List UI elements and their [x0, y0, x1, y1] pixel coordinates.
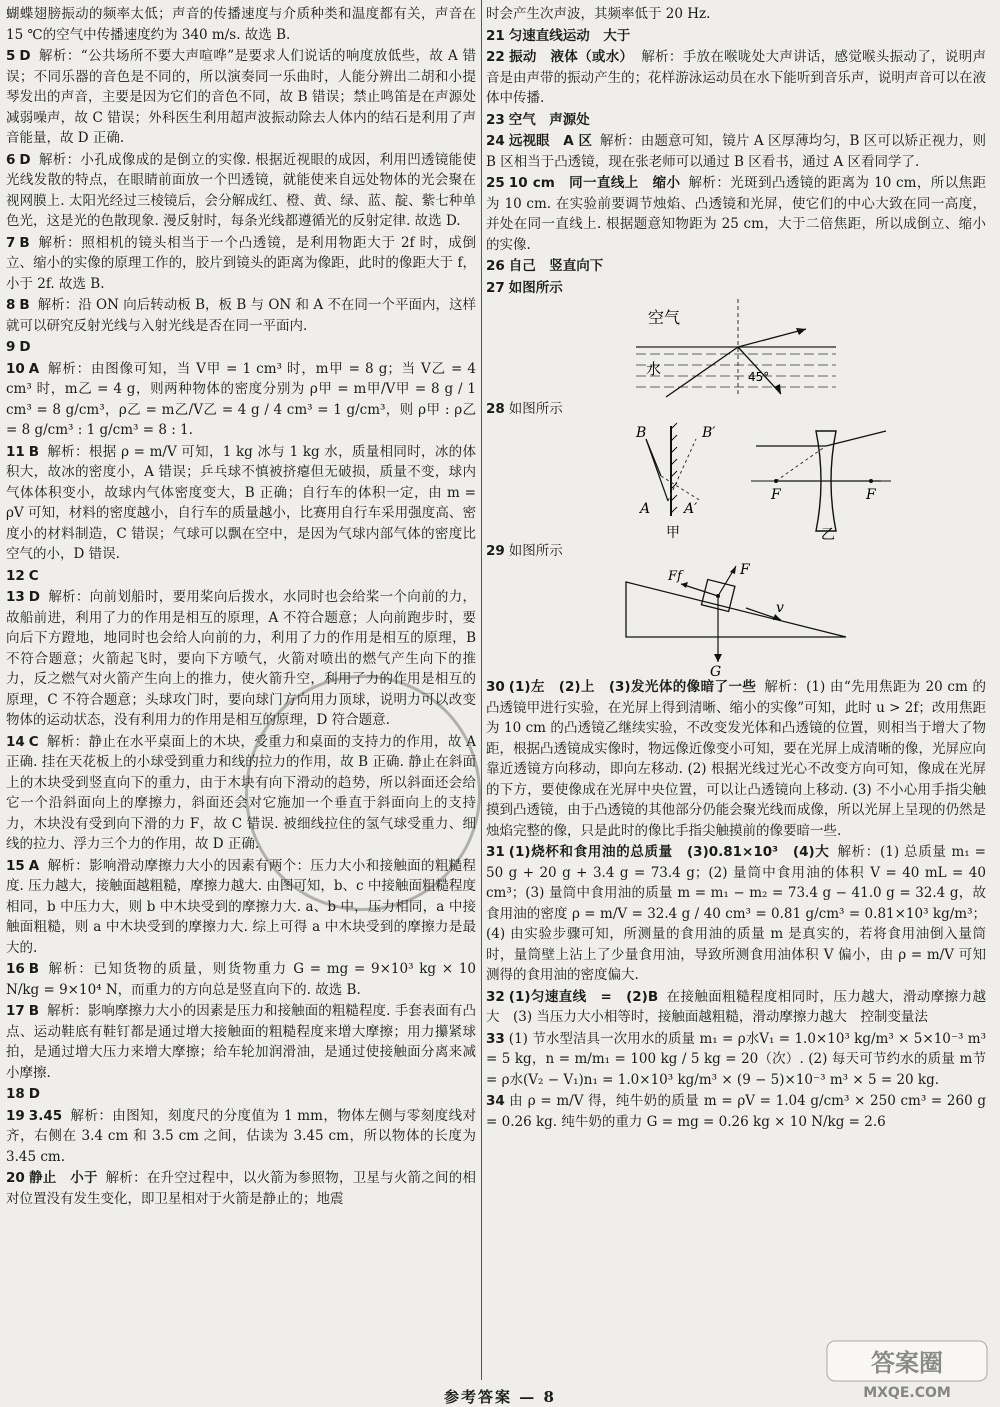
explanation-text: 解析：小孔成像成的是倒立的实像. 根据近视眼的成因，利用凹透镜能使光线发散的特点，在眼睛前面放一个凹透镜，就能使来自远处物体的光会聚在视网膜上. 太阳光经过三棱镜后，会分解成红、橙、黄、绿、蓝、靛、紫七种单色光，这是光的色散现象. 漫反射时，每条光线都遵循光的反射定律. 故选 D. — [6, 151, 476, 229]
svg-text:G: G — [710, 664, 722, 677]
answer-entry — [486, 256, 986, 277]
question-number: 32 — [486, 988, 505, 1005]
question-number: 8 — [6, 297, 16, 313]
answer-choice: 匀速直线运动 大于 — [508, 27, 631, 44]
explanation-text: 解析：影响摩擦力大小的因素是压力和接触面的粗糙程度. 手套表面有凸点、运动鞋底有鞋钉都是通过增大接触面的粗糙程度来增大摩擦；用力攥紧球拍，是通过增大压力来增大摩擦；给车轮加润滑油，是通过使接触面分离来减小摩擦. — [6, 1003, 476, 1081]
question-number: 7 — [6, 234, 16, 251]
svg-text:F: F — [866, 486, 876, 503]
explanation-text: 解析：(1) 总质量 m₁ = 50 g + 20 g + 3.4 g = 73.4 g；(2) 量筒中食用油的体积 V = 40 mL = 40 cm³；(3) 量筒中食用油的质量 m = m₁ − m₂ = 73.4 g − 41.0 g = 32.4 g，故食用油的密度 ρ = m/V = 32.4 g / 40 cm³ = 0.81 g/cm³ = 0.81×10³ kg/m³；(4) 由实验步骤可知，所测量的食用油的质量 m 是真实的，若将食用油倒入量筒时，量筒壁上沾上了少量食用油，导致所测食用油体积 V 偏小，由 ρ = m/V 可知测得的食用油的密度偏大. — [486, 844, 986, 983]
answer-entry — [486, 173, 986, 255]
answer-choice: (1)匀速直线 = (2)B — [508, 988, 659, 1005]
answer-entry — [6, 1106, 476, 1168]
answer-choice: 振动 液体（或水） — [508, 49, 634, 65]
question-number: 13 — [6, 589, 25, 605]
answer-entry — [486, 842, 986, 986]
question-number: 26 — [486, 258, 505, 274]
answer-choice: B — [28, 443, 40, 460]
explanation-text: 解析：(1) 由“先用焦距为 20 cm 的凸透镜甲进行实验，在光屏上得到清晰、缩小的实像”可知，此时 u > 2f；改用焦距为 10 cm 的凸透镜乙继续实验，不改变发光体和凸透镜的位置，则相当于增大了物距，根据凸透镜成实像时，物远像近像变小可知，要在光屏上成清晰的像，光屏应向靠近透镜方向移动，即向左移动. (2) 根据光线过光心不改变方向可知，像成在光屏的下方，要使像成在光屏中央位置，可以让凸透镜向上移动. (3) 不小心用手指尖触摸到凸透镜，由于凸透镜的其他部分仍能会聚光线而成像，所以光屏上呈现的仍然是烛焰完整的像，只是此时的像比手指尖触摸前的像要暗一些. — [486, 679, 986, 839]
label-air: 空气 — [648, 308, 681, 327]
page-footer: 参考答案 — 8 — [444, 1388, 556, 1406]
explanation-text: 解析：已知货物的质量，则货物重力 G = mg = 9×10³ kg × 10 N/kg = 9×10⁴ N，而重力的方向总是竖直向下的. 故选 B. — [6, 961, 476, 998]
answer-entry — [6, 587, 476, 731]
answer-entry — [6, 732, 476, 855]
explanation-text: 解析：向前划船时，要用桨向后拨水，水同时也会给桨一个向前的力，故船前进，利用了力的作用是相互的原理，A 不符合题意；人向前跑步时，要向后下方蹬地，地同时也会给人向前的力，利用了力的作用是相互的原理，B 不符合题意；火箭起飞时，要向下方喷气，火箭对喷出的燃气产生向下的推力，反之燃气对火箭产生向上的推力，使火箭升空，利用了力的作用是相互的原理，C 不符合题意；头球攻门时，要向球门方向用力顶球，说明力可以改变物体的运动状态，没有利用力的作用是相互的原理，D 符合题意. — [6, 589, 476, 728]
answer-choice: A — [28, 360, 40, 377]
answer-entry — [6, 150, 476, 232]
label-angle: 45° — [748, 370, 770, 384]
explanation-text: (1) 节水型洁具一次用水的质量 m₁ = ρ水V₁ = 1.0×10³ kg/m³ × 5×10⁻³ m³ = 5 kg，n = m/m₁ = 100 kg / 5 kg = 20（次）. (2) 每天可节约水的质量 m节 = ρ水(V₂ − V₁)n₁ = 1.0×10³ kg/m³ × (9 − 5)×10⁻³ m³ × 5 = 20 kg. — [486, 1030, 986, 1088]
answer-choice: 10 cm 同一直线上 缩小 — [508, 175, 681, 191]
answer-choice: D — [19, 48, 31, 64]
question-number: 11 — [6, 443, 25, 460]
svg-text:乙: 乙 — [821, 526, 835, 541]
answer-entry — [486, 278, 986, 299]
explanation-text: 解析：根据 ρ = m/V 可知，1 kg 冰与 1 kg 水，质量相同时，冰的体积大，故冰的密度小，A 错误；乒乓球不慎被挤瘪但无破损，质量不变，球内气体体积变小，故球内气体密度变大，B 正确；自行车的体积一定，由 m = ρV 可知，材料的密度越小，自行车的质量越小，比赛用自行车采用强度高、密度小的材料制造，C 错误；气球可以飘在空中，是因为气球内部气体的密度比空气的小，D 错误. — [6, 443, 476, 562]
answer-entry — [6, 1001, 476, 1083]
answer-entry — [486, 677, 986, 841]
explanation-text: 时会产生次声波，其频率低于 20 Hz. — [486, 6, 711, 22]
question-number: 10 — [6, 360, 25, 377]
svg-text:F: F — [771, 486, 781, 503]
explanation-text: 解析：照相机的镜头相当于一个凸透镜，是利用物距大于 2f 时，成倒立、缩小的实像的原理工作的，胶片到镜头的距离为像距，此时的像距大于 f，小于 2f. 故选 B. — [6, 234, 476, 292]
answer-entry — [6, 959, 476, 1000]
figure-27-refraction — [606, 299, 866, 399]
svg-text:v: v — [776, 600, 784, 616]
question-number: 17 — [6, 1003, 25, 1019]
right-column — [486, 4, 986, 1374]
answer-entry — [6, 233, 476, 295]
question-number: 9 — [6, 339, 16, 355]
question-number: 22 — [486, 49, 505, 65]
figure-29-incline — [606, 562, 866, 677]
explanation-text: 解析：手放在喉咙处大声讲话，感觉喉头振动了，说明声音是由声带的振动产生的；花样游泳运动员在水下能听到音乐声，说明声音可以在液体中传播. — [486, 49, 986, 106]
question-number: 33 — [486, 1030, 505, 1047]
answer-choice: D — [28, 589, 41, 605]
column-divider — [481, 0, 482, 1380]
answer-choice: B — [28, 961, 40, 977]
question-number: 5 — [6, 48, 16, 64]
question-number: 20 — [6, 1170, 25, 1186]
answer-choice: 空气 声源处 — [508, 111, 590, 128]
answer-entry — [6, 337, 476, 358]
answer-choice: D — [19, 151, 31, 168]
answer-entry — [6, 856, 476, 959]
right-column-top — [486, 4, 986, 298]
question-number: 15 — [6, 857, 25, 874]
answer-choice: A — [28, 857, 40, 874]
answer-choice: B — [19, 297, 30, 313]
svg-text:A′: A′ — [684, 500, 698, 517]
question-number: 19 — [6, 1107, 25, 1124]
answer-entry — [6, 46, 476, 149]
answer-entry — [486, 987, 986, 1028]
explanation-text: 解析：“公共场所不要大声喧哗”是要求人们说话的响度放低些，故 A 错误；不同乐器的音色是不同的，所以演奏同一乐曲时，人能分辨出二胡和小提琴发出的声音，主要是因为它们的音色不同，故 B 错误；禁止鸣笛是在声源处减弱噪声，故 C 错误；外科医生利用超声波振动除去人体内的结石是利用了声音能量，故 D 正确. — [6, 48, 476, 146]
question-number: 21 — [486, 27, 505, 44]
answer-entry — [486, 47, 986, 109]
explanation-text: 在接触面粗糙程度相同时，压力越大，滑动摩擦力越大 (3) 当压力大小相等时，接触面越粗糙，滑动摩擦力越大 控制变量法 — [486, 988, 986, 1025]
question-number: 18 — [6, 1086, 25, 1102]
answer-choice: 自己 竖直向下 — [508, 258, 604, 274]
answer-choice: 远视眼 A 区 — [508, 133, 593, 149]
question-number: 24 — [486, 133, 505, 149]
answer-entry — [6, 1084, 476, 1105]
question-number: 23 — [486, 111, 505, 128]
answer-entry — [6, 4, 476, 45]
question-number: 27 — [486, 279, 505, 296]
question-number: 30 — [486, 679, 505, 695]
explanation-text: 蝴蝶翅膀振动的频率太低；声音的传播速度与介质种类和温度都有关，声音在 15 ℃的空气中传播速度约为 340 m/s. 故选 B. — [6, 6, 476, 43]
answer-choice: C — [28, 733, 39, 750]
explanation-text: 由 ρ = m/V 得，纯牛奶的质量 m = ρV = 1.04 g/cm³ × 250 cm³ = 260 g = 0.26 kg. 纯牛奶的重力 G = mg = 0.26 kg × 10 N/kg = 2.6 — [486, 1093, 986, 1130]
question-number: 14 — [6, 733, 25, 750]
explanation-text: 解析：由图像可知，当 V甲 = 1 cm³ 时，m甲 = 8 g；当 V乙 = 4 cm³ 时，m乙 = 4 g，则两种物体的密度分别为 ρ甲 = m甲/V甲 = 8 g / 1 cm³ = 8 g/cm³，ρ乙 = m乙/V乙 = 4 g / 4 cm³ = 1 g/cm³，则 ρ甲 : ρ乙 = 8 g/cm³ : 1 g/cm³ = 8 : 1. — [6, 360, 476, 438]
label-water: 水 — [646, 360, 662, 378]
answer-choice: 3.45 — [28, 1107, 63, 1124]
svg-text:B: B — [636, 424, 647, 441]
answer-choice: 如图所示 — [508, 279, 563, 296]
svg-text:A: A — [640, 500, 651, 517]
answer-entry — [486, 110, 986, 131]
answer-entry — [6, 295, 476, 336]
svg-text:F: F — [740, 562, 750, 578]
explanation-text: 解析：静止在水平桌面上的木块，受重力和桌面的支持力的作用，故 A 正确. 挂在天花板上的小球受到重力和线的拉力的作用，故 B 正确. 静止在斜面上的木块受到竖直向下的重力，由于木块有向下滑动的趋势，所以斜面还会给它一个沿斜面向上的摩擦力，斜面还会对它施加一个垂直于斜面向上的支持力，木块没有受到向下滑的力 F，故 C 错误. 被细线拉住的氢气球受重力、细线的拉力、浮力三个力的作用，故 D 正确. — [6, 733, 476, 852]
question-number: 25 — [486, 175, 505, 191]
question-number: 31 — [486, 844, 505, 860]
explanation-text: 解析：由题意可知，镜片 A 区厚薄均匀，B 区可以矫正视力，则 B 区相当于凸透镜，现在张老师可以通过 B 区看书，通过 A 区看同学了. — [486, 133, 986, 170]
answer-entry — [6, 566, 476, 587]
left-column — [6, 4, 476, 1374]
answer-entry — [486, 131, 986, 172]
answer-entry — [6, 359, 476, 441]
svg-text:MXQE.COM: MXQE.COM — [863, 1385, 951, 1401]
answer-entry — [486, 4, 986, 25]
question-number: 16 — [6, 961, 25, 977]
svg-text:甲: 甲 — [666, 524, 680, 541]
explanation-text: 解析：光斑到凸透镜的距离为 10 cm，所以焦距为 10 cm. 在实验前要调节烛焰、凸透镜和光屏，使它们的中心大致在同一高度，并处在同一直线上. 根据题意知物距为 25 cm，大于二倍焦距，所以成倒立、缩小的实像. — [486, 175, 986, 253]
explanation-text: 解析：在升空过程中，以火箭为参照物，卫星与火箭之间的相对位置没有发生变化，即卫星相对于火箭是静止的；地震 — [6, 1170, 476, 1207]
answer-29: 29 如图所示 — [486, 542, 563, 559]
answer-choice: C — [28, 567, 39, 584]
answer-entry — [486, 1029, 986, 1091]
answer-entry — [486, 26, 986, 47]
answer-choice: (1)烧杯和食用油的总质量 (3)0.81×10³ (4)大 — [508, 844, 830, 860]
explanation-text: 解析：影响滑动摩擦力大小的因素有两个：压力大小和接触面的粗糙程度. 压力越大，接触面越粗糙，摩擦力越大. 由图可知，b、c 中接触面粗糙程度相同，b 中压力大，则 b 中木块受到的摩擦力大. a、b 中，压力相同，a 中接触面粗糙，则 a 中木块受到的摩擦力大. 综上可得 a 中木块受到的摩擦力是最大的. — [6, 857, 476, 956]
answer-entry — [6, 1168, 476, 1209]
explanation-text: 解析：沿 ON 向后转动板 B，板 B 与 ON 和 A 不在同一个平面内，这样就可以研究反射光线与入射光线是否在同一平面内. — [6, 297, 476, 334]
answer-entry — [6, 442, 476, 565]
svg-text:B′: B′ — [702, 424, 716, 441]
answer-choice: D — [19, 339, 31, 355]
answer-choice: D — [28, 1086, 41, 1102]
explanation-text: 解析：由图知，刻度尺的分度值为 1 mm，物体左侧与零刻度线对齐，右侧在 3.4 cm 和 3.5 cm 之间，估读为 3.45 cm，所以物体的长度为 3.45 cm. — [6, 1107, 476, 1165]
figure-28-optics — [576, 421, 896, 541]
answer-choice: B — [28, 1003, 40, 1019]
answer-choice: (1)左 (2)上 (3)发光体的像暗了一些 — [508, 679, 757, 695]
question-number: 6 — [6, 151, 16, 168]
answer-choice: B — [19, 234, 30, 251]
question-number: 34 — [486, 1093, 505, 1109]
right-column-bottom — [486, 677, 986, 1132]
answer-entry — [486, 1091, 986, 1132]
svg-text:Ff: Ff — [668, 569, 682, 584]
answer-choice: 静止 小于 — [28, 1170, 98, 1186]
answer-28: 28 如图所示 — [486, 401, 563, 417]
svg-text:答案圈: 答案圈 — [871, 1349, 943, 1377]
question-number: 12 — [6, 567, 25, 584]
